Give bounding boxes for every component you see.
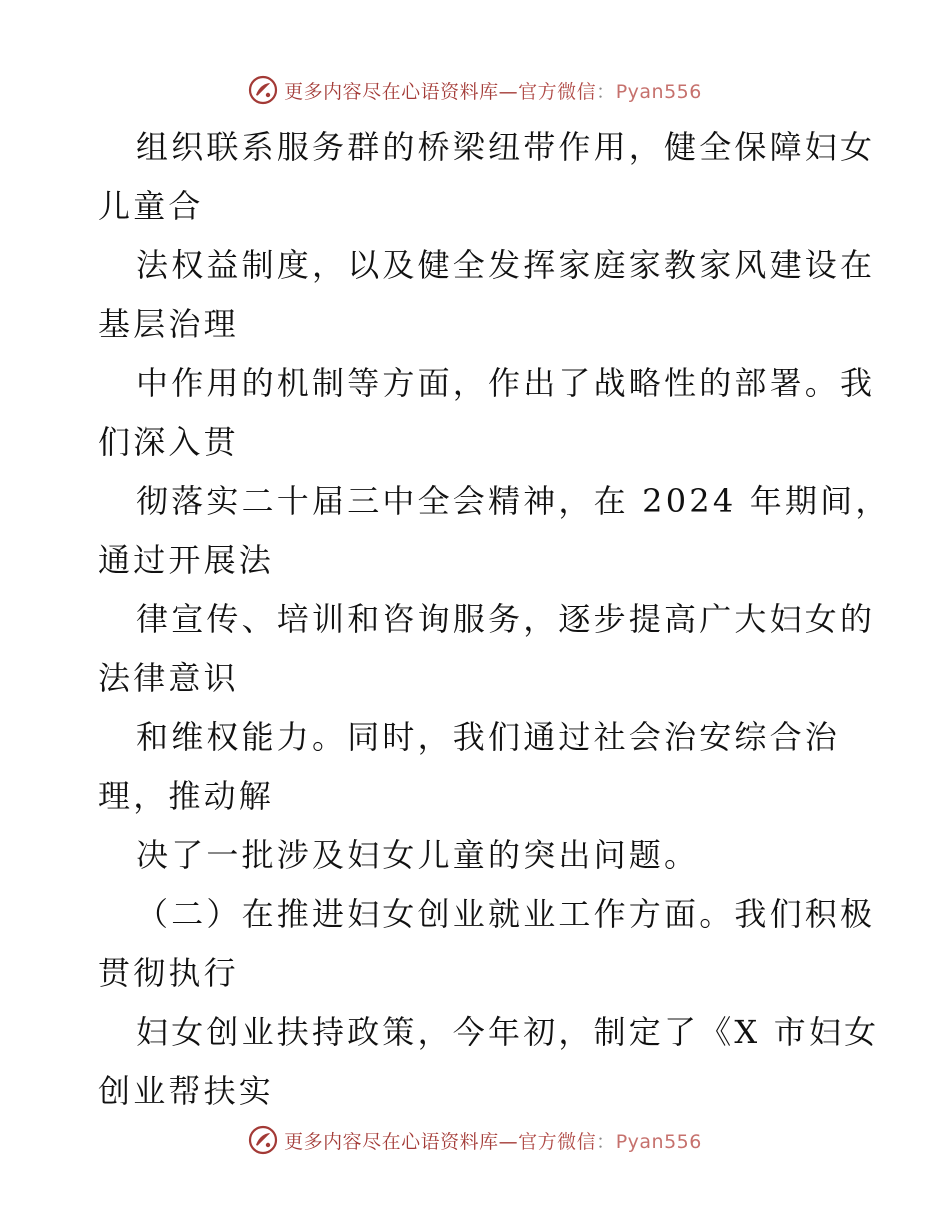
header-banner [0, 70, 950, 110]
paragraph [98, 708, 858, 826]
paragraph-line: 贯彻执行 [98, 954, 239, 992]
paragraph-line: 组织联系服务群的桥梁纽带作用，健全保障妇女 [136, 128, 876, 166]
header-dash: — [498, 80, 519, 103]
paragraph [98, 236, 876, 354]
footer-banner-text [284, 1127, 702, 1154]
footer-site-text: 更多内容尽在心语资料库 [284, 1130, 499, 1153]
paragraph [98, 826, 858, 885]
scroll-pen-logo-icon [248, 1125, 278, 1155]
paragraph-line: 妇女创业扶持政策，今年初，制定了《X 市妇女 [136, 1013, 880, 1051]
paragraph-line: 法权益制度，以及健全发挥家庭家教家风建设在 [136, 246, 876, 284]
paragraph [98, 118, 876, 236]
header-site-text: 更多内容尽在心语资料库 [284, 80, 499, 103]
paragraph-line: 和维权能力。同时，我们通过社会治安综合治 [136, 718, 841, 756]
paragraph-line: 儿童合 [98, 187, 204, 225]
paragraph [98, 885, 876, 1003]
footer-colon: ： [596, 1130, 616, 1153]
paragraph [98, 590, 876, 708]
footer-account: Pyan556 [615, 1130, 702, 1153]
paragraph-line: （二）在推进妇女创业就业工作方面。我们积极 [136, 895, 876, 933]
paragraph-line: 法律意识 [98, 659, 239, 697]
paragraph-line: 们深入贯 [98, 423, 239, 461]
header-wechat-label: 官方微信 [518, 80, 597, 103]
paragraph-line: 理，推动解 [98, 777, 275, 815]
header-colon: ： [596, 80, 616, 103]
paragraph-line: 基层治理 [98, 305, 239, 343]
scroll-pen-logo-icon [248, 75, 278, 105]
paragraph-line: 中作用的机制等方面，作出了战略性的部署。我 [136, 364, 876, 402]
document-body [98, 118, 891, 1121]
header-account: Pyan556 [615, 80, 702, 103]
footer-wechat-label: 官方微信 [518, 1130, 597, 1153]
footer-banner [0, 1120, 950, 1160]
paragraph-line: 决了一批涉及妇女儿童的突出问题。 [136, 836, 700, 874]
footer-dash: — [498, 1130, 519, 1153]
paragraph-line: 彻落实二十届三中全会精神，在 2024 年期间， [136, 482, 891, 520]
paragraph [98, 472, 891, 590]
paragraph-line: 通过开展法 [98, 541, 275, 579]
header-banner-text [284, 77, 702, 104]
paragraph [98, 1003, 880, 1121]
paragraph [98, 354, 876, 472]
paragraph-line: 创业帮扶实 [98, 1072, 275, 1110]
paragraph-line: 律宣传、培训和咨询服务，逐步提高广大妇女的 [136, 600, 876, 638]
